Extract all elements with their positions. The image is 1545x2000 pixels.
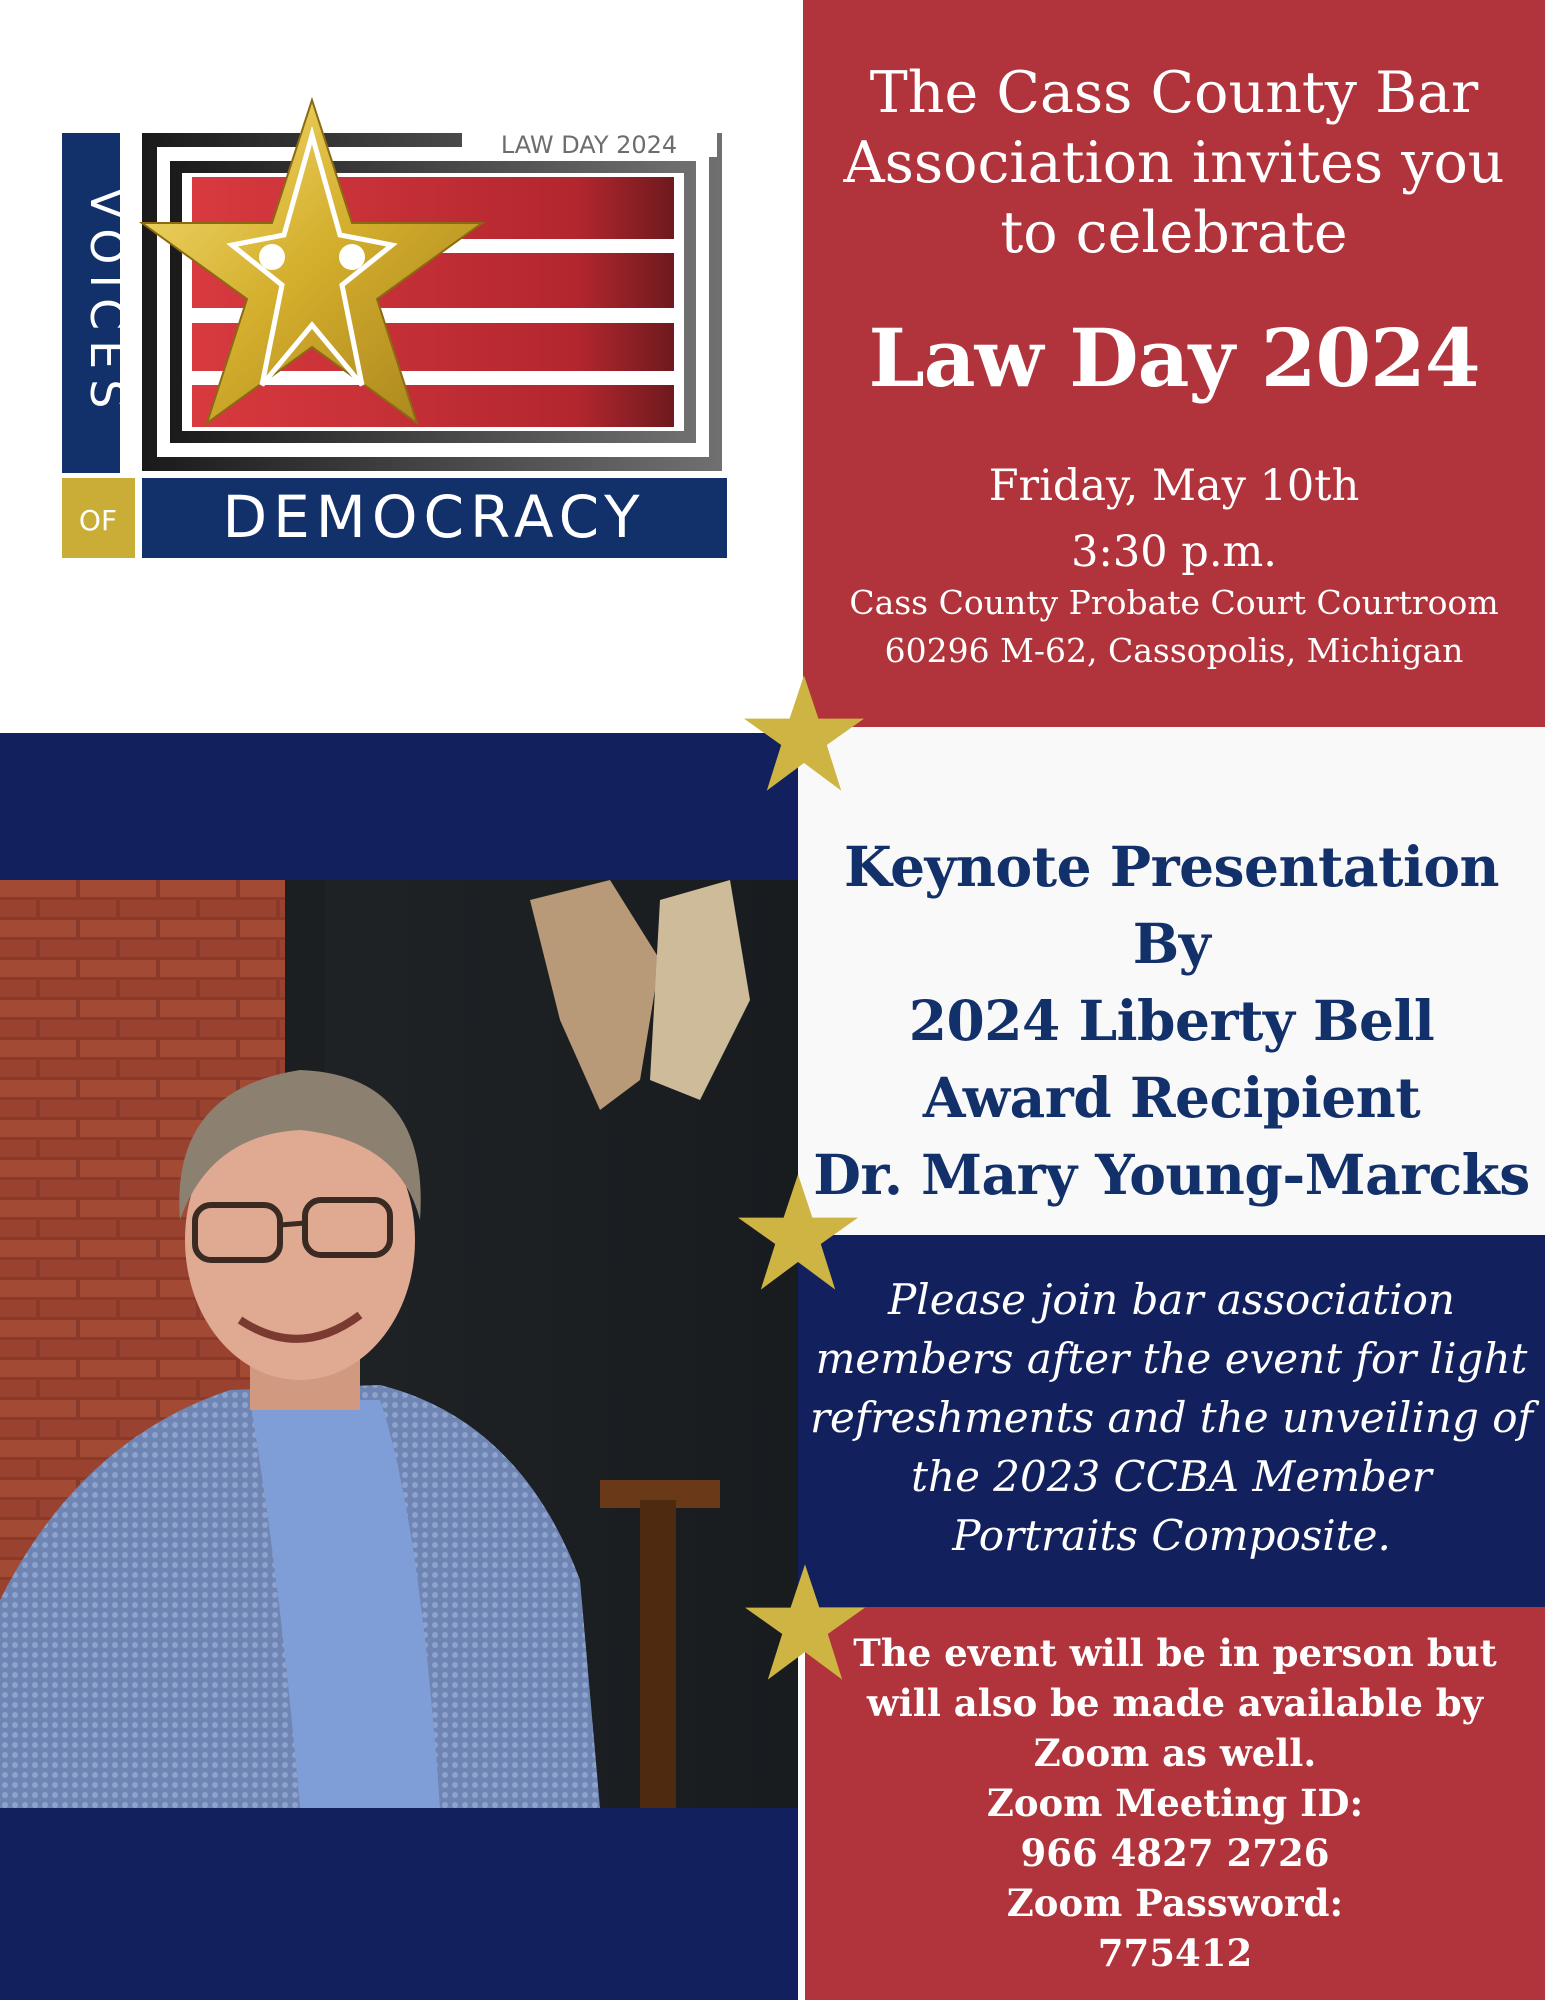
gold-star-icon <box>744 673 864 793</box>
voices-of-democracy-logo <box>62 95 732 565</box>
zoom-details: The event will be in person but will also be made available by Zoom as well. Zoom Meeting ID: 966 4827 2726 Zoom Password: 775412 <box>805 1628 1545 1978</box>
law-day-banner: LAW DAY 2024 <box>500 131 678 159</box>
event-time: 3:30 p.m. <box>1071 527 1277 577</box>
keynote-heading: Keynote Presentation By 2024 Liberty Bell Award Recipient Dr. Mary Young-Marcks <box>813 834 1530 1207</box>
invite-text: The Cass County Bar Association invites you to celebrate <box>843 60 1505 266</box>
zoom-password: 775412 <box>1097 1931 1253 1975</box>
gold-star-icon <box>738 1172 858 1292</box>
democracy-text: DEMOCRACY <box>222 483 646 551</box>
venue-name: Cass County Probate Court Courtroom <box>849 583 1499 622</box>
event-date: Friday, May 10th <box>988 461 1360 511</box>
flag-stripe <box>192 385 674 427</box>
reception-note: Please join bar association members after the event for light refreshments and the unveiling of the 2023 CCBA Member Portraits Composite. <box>809 1275 1534 1560</box>
figure-head-icon <box>259 244 285 270</box>
figure-head-icon <box>339 244 365 270</box>
voices-text: VOICES <box>80 187 134 419</box>
zoom-meeting-id: 966 4827 2726 <box>1020 1831 1330 1875</box>
gold-star-icon <box>745 1562 865 1682</box>
venue-address: 60296 M-62, Cassopolis, Michigan <box>884 631 1464 670</box>
of-text: OF <box>78 504 118 537</box>
event-title: Law Day 2024 <box>868 311 1480 405</box>
speaker-photo <box>0 880 798 1808</box>
